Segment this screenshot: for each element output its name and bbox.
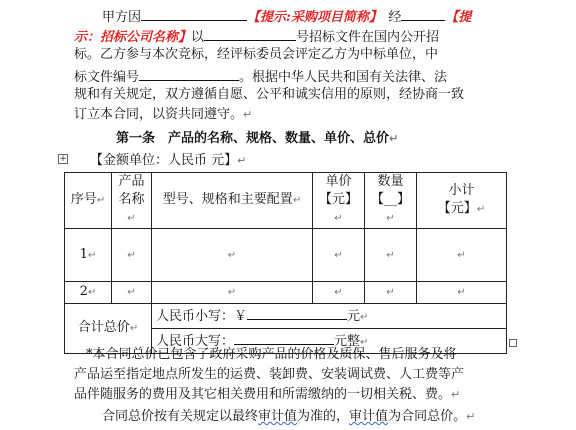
hint-company-start: 【提 (445, 10, 472, 25)
header-subtotal: 小计 【元】↵ (417, 173, 507, 229)
article1-title (116, 130, 398, 148)
by-label: 以 (191, 30, 205, 45)
article1-title-text: 第一条 产品的名称、规格、数量、单价、总价 (116, 131, 390, 146)
row2-subtotal[interactable]: ↵ (417, 282, 507, 304)
bid-doc-number-blank[interactable] (139, 66, 239, 81)
table-move-handle[interactable]: + (59, 154, 67, 164)
note-line3 (74, 386, 460, 404)
company-blank[interactable] (401, 6, 445, 21)
note-line2: 产品运至指定地点所发生的运费、装卸费、安装调试费、人工费等产 (74, 367, 465, 382)
paragraph-mark: ↵ (389, 132, 399, 145)
header-quantity: 数量 【__】↵ (365, 173, 417, 229)
para1-line3: 标。乙方参与本次竞标，经评标委员会评定乙方为中标单位，中 (74, 47, 439, 62)
row2-product-name[interactable]: ↵ (112, 282, 152, 304)
row2-spec[interactable]: ↵ (152, 282, 313, 304)
bid-doc-number-label: 标文件编号 (74, 70, 140, 85)
paragraph-mark: ↵ (243, 108, 253, 121)
paragraph-mark: ↵ (466, 410, 476, 423)
header-unit-price: 单价 【元】↵ (313, 173, 365, 229)
final-text-c: 为准的， (297, 409, 350, 424)
header-product-name: 产品 名称↵ (112, 173, 152, 229)
row2-quantity[interactable]: ↵ (365, 282, 417, 304)
final-line (102, 408, 475, 426)
note-line1: *本合同总价已包含了政府采购产品的价格及质保、售后服务及将 (86, 347, 457, 362)
tender-text: 号招标文件在国内公开招 (296, 30, 440, 45)
note-line3-text: 品伴随服务的费用及其它相关费用和所需缴纳的一切相关税、费。 (74, 387, 452, 402)
doc-number-blank[interactable] (204, 26, 296, 41)
final-text-e: 为合同总价。 (388, 409, 467, 424)
table-header-row (65, 173, 507, 229)
audit-value-term: 审计值 (258, 409, 298, 424)
row2-seq[interactable]: 2↵ (65, 282, 112, 304)
table-resize-handle[interactable] (509, 339, 517, 347)
law-text: 。根据中华人民共和国有关法律、法 (239, 70, 448, 85)
product-table (64, 172, 507, 354)
hint-company-name: 示：招标公司名称】 (74, 30, 192, 45)
row1-seq[interactable]: 1↵ (65, 229, 112, 282)
para1-line6 (74, 106, 252, 124)
total-row-small (65, 304, 507, 329)
para1-line5: 规和有关规定，双方遵循自愿、公平和诚实信用的原则，经协商一致 (74, 87, 465, 102)
amount-unit-line (90, 152, 246, 170)
row1-quantity[interactable]: ↵ (365, 229, 417, 282)
project-blank[interactable] (141, 6, 247, 21)
paragraph-mark: ↵ (451, 388, 461, 401)
para1-line4 (74, 66, 447, 87)
final-text-a: 合同总价按有关规定以最终 (102, 409, 259, 424)
hint-project-name: 【提示:采购项目简称】 (247, 10, 376, 25)
para1-line6-text: 订立本合同，以资共同遵守。 (74, 107, 244, 122)
amount-big-cell[interactable]: 人民币大写： 元整↵ (152, 329, 507, 354)
para1-line1 (102, 6, 471, 27)
row1-subtotal[interactable]: ↵ (417, 229, 507, 282)
row2-unit-price[interactable]: ↵ (313, 282, 365, 304)
row1-unit-price[interactable]: ↵ (313, 229, 365, 282)
row1-product-name[interactable]: ↵ (112, 229, 152, 282)
para1-line2 (74, 26, 439, 47)
table-row (65, 229, 507, 282)
audit-value-term: 审计值 (349, 409, 389, 424)
paragraph-mark: ↵ (237, 154, 247, 167)
party-a-label: 甲方因 (102, 10, 142, 25)
amount-unit-text: 【金额单位：人民币 元】 (90, 153, 238, 168)
header-spec: 型号、规格和主要配置↵ (152, 173, 313, 229)
header-seq: 序号↵ (65, 173, 112, 229)
amount-small-cell[interactable]: 人民币小写：￥ 元↵ (152, 304, 507, 329)
total-price-label: 合计总价↵ (65, 304, 152, 354)
row1-spec[interactable]: ↵ (152, 229, 313, 282)
table-row (65, 282, 507, 304)
via-label: 经 (388, 10, 402, 25)
